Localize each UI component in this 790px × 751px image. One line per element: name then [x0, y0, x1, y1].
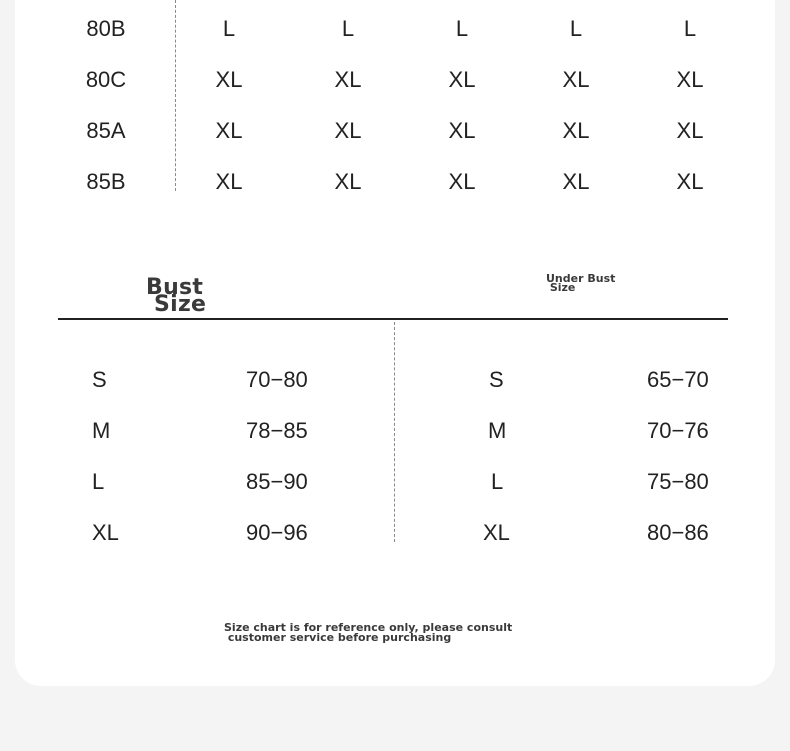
reference-note: Size chart is for reference only, please consult customer service before purchasing	[224, 621, 513, 644]
bust-range: 85−90	[246, 469, 308, 494]
bust-range: 78−85	[246, 418, 308, 443]
bra-size-conversion-table	[0, 0, 790, 200]
under-bust-range: 65−70	[647, 367, 709, 392]
size-cell: L	[683, 16, 697, 41]
band-cup-label: 85B	[86, 169, 126, 194]
header-rule	[58, 318, 728, 320]
bust-size-label: XL	[92, 520, 119, 545]
size-cell: L	[569, 16, 583, 41]
under-bust-size-label: L	[491, 469, 504, 494]
under-bust-size-label: M	[488, 418, 507, 443]
band-cup-label: 85A	[86, 118, 126, 143]
size-cell: L	[341, 16, 355, 41]
table-row	[0, 462, 790, 502]
bust-size-label: L	[92, 469, 105, 494]
band-cup-label: 80B	[86, 16, 126, 41]
table-row	[0, 60, 790, 100]
under-bust-range: 75−80	[647, 469, 709, 494]
size-cell: XL	[334, 169, 362, 194]
band-cup-label: 80C	[85, 67, 127, 92]
size-cell: XL	[334, 67, 362, 92]
size-cell: XL	[562, 67, 590, 92]
size-cell: L	[222, 16, 236, 41]
under-bust-range: 70−76	[647, 418, 709, 443]
bust-size-label: S	[92, 367, 107, 392]
under-bust-size-header: Under Bust Size	[546, 272, 616, 294]
table-row	[0, 513, 790, 553]
size-cell: XL	[562, 118, 590, 143]
size-cell: XL	[448, 67, 476, 92]
size-cell: XL	[676, 67, 704, 92]
size-cell: XL	[676, 169, 704, 194]
table-row	[0, 111, 790, 151]
bust-size-header: Bust Size	[146, 275, 207, 317]
bust-size-label: M	[92, 418, 111, 443]
table-row	[0, 162, 790, 202]
under-bust-range: 80−86	[647, 520, 709, 545]
bust-range: 90−96	[246, 520, 308, 545]
size-cell: XL	[215, 118, 243, 143]
size-cell: XL	[448, 118, 476, 143]
table-row	[0, 411, 790, 451]
size-cell: XL	[562, 169, 590, 194]
size-cell: L	[455, 16, 469, 41]
size-cell: XL	[215, 67, 243, 92]
size-cell: XL	[448, 169, 476, 194]
size-cell: XL	[334, 118, 362, 143]
table-row	[0, 360, 790, 400]
size-cell: XL	[676, 118, 704, 143]
under-bust-size-label: S	[489, 367, 504, 392]
bust-range: 70−80	[246, 367, 308, 392]
table-row	[0, 9, 790, 49]
under-bust-size-label: XL	[483, 520, 510, 545]
size-cell: XL	[215, 169, 243, 194]
